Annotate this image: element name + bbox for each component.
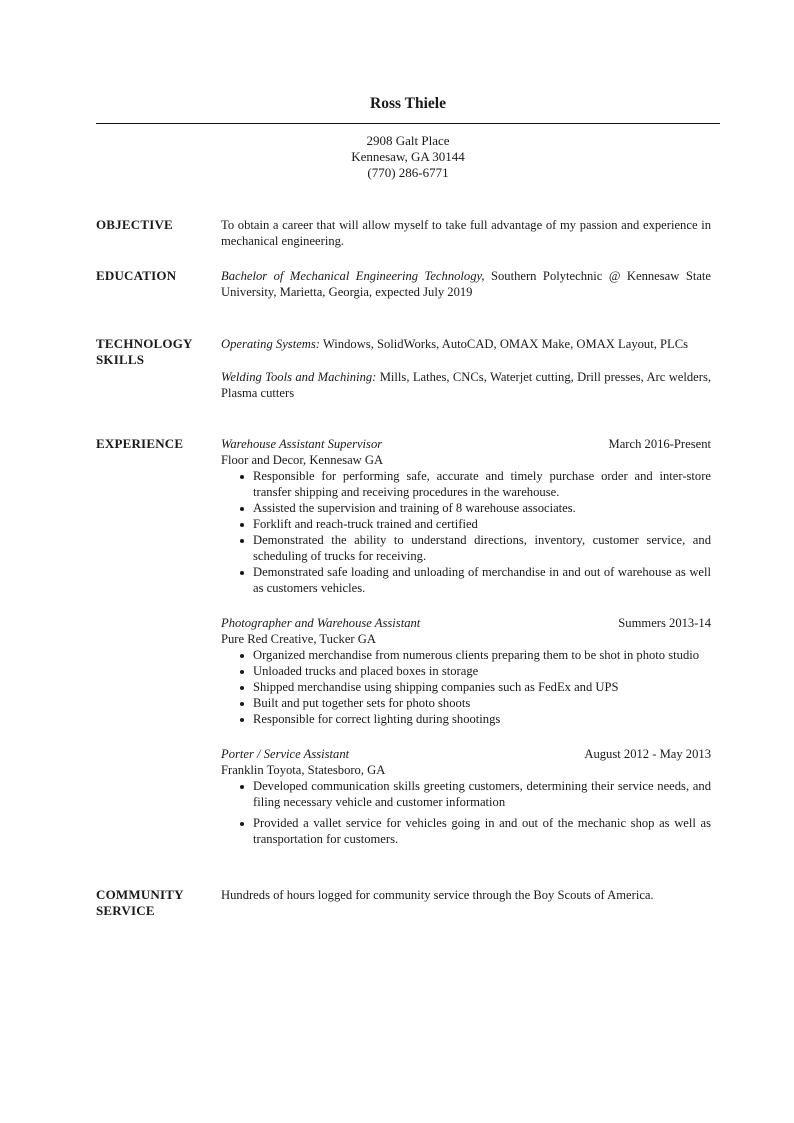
section-label: EDUCATION xyxy=(96,268,177,283)
candidate-name: Ross Thiele xyxy=(370,95,446,112)
section-label xyxy=(96,336,216,368)
section-label: OBJECTIVE xyxy=(96,217,173,232)
job-bullets xyxy=(221,778,711,847)
skill-group-title: Welding Tools and Machining: xyxy=(221,370,377,384)
job-company: Franklin Toyota, Statesboro, GA xyxy=(221,763,386,777)
section-label-line-1: TECHNOLOGY xyxy=(96,336,193,351)
job-bullet: Organized merchandise from numerous clients preparing them to be shot in photo studio xyxy=(253,647,711,663)
address-line-2: Kennesaw, GA 30144 xyxy=(351,149,465,164)
job-title: Porter / Service Assistant xyxy=(221,747,350,761)
job-company: Floor and Decor, Kennesaw GA xyxy=(221,453,384,467)
job-title: Warehouse Assistant Supervisor xyxy=(221,437,383,451)
skill-group-title: Operating Systems: xyxy=(221,337,320,351)
job-bullet: Demonstrated safe loading and unloading of merchandise in and out of warehouse as well as customers vehicles. xyxy=(253,565,711,595)
job-bullets xyxy=(221,647,711,727)
job-entry xyxy=(221,746,711,847)
contact-block xyxy=(96,133,720,181)
job-entry xyxy=(221,615,711,727)
job-bullet: Responsible for performing safe, accurate and timely purchase order and inter-store transfer shipping and receiving procedures in the warehouse. xyxy=(253,469,711,499)
job-title: Photographer and Warehouse Assistant xyxy=(221,616,421,630)
education-entry xyxy=(221,268,711,300)
skill-group-items: Windows, SolidWorks, AutoCAD, OMAX Make, OMAX Layout, PLCs xyxy=(320,337,689,351)
phone-number: (770) 286-6771 xyxy=(367,165,449,180)
skills-body xyxy=(221,336,711,401)
job-bullet: Demonstrated the ability to understand directions, inventory, customer service, and scheduling of trucks for receiving. xyxy=(253,533,711,563)
job-dates: March 2016-Present xyxy=(608,437,711,451)
job-entry xyxy=(221,436,711,596)
job-bullet: Unloaded trucks and placed boxes in storage xyxy=(253,663,711,679)
job-bullets xyxy=(221,468,711,596)
job-bullet: Shipped merchandise using shipping companies such as FedEx and UPS xyxy=(253,679,711,695)
job-dates: Summers 2013-14 xyxy=(618,616,711,630)
section-label-line-2: SERVICE xyxy=(96,903,155,918)
section-label xyxy=(96,887,216,919)
community-text: Hundreds of hours logged for community service through the Boy Scouts of America. xyxy=(221,888,654,902)
job-bullet: Provided a vallet service for vehicles going in and out of the mechanic shop as well as transportation for customers. xyxy=(253,816,711,846)
address-line-1: 2908 Galt Place xyxy=(366,133,450,148)
skill-group-items: Mills, Lathes, CNCs, Waterjet cutting, Drill presses, Arc welders, Plasma cutters xyxy=(221,370,712,400)
job-bullet: Responsible for correct lighting during shootings xyxy=(253,711,711,727)
job-company: Pure Red Creative, Tucker GA xyxy=(221,632,376,646)
objective-text: To obtain a career that will allow myself to take full advantage of my passion and experience in mechanical engineering. xyxy=(221,218,711,248)
education-details: Southern Polytechnic @ Kennesaw State University, Marietta, Georgia, expected July 2019 xyxy=(221,269,711,299)
skill-group xyxy=(221,369,711,401)
section-label: EXPERIENCE xyxy=(96,436,184,451)
experience-body xyxy=(221,436,711,847)
job-bullet: Assisted the supervision and training of 8 warehouse associates. xyxy=(253,500,711,516)
job-bullet: Developed communication skills greeting customers, determining their service needs, and filing necessary vehicle and customer information xyxy=(253,779,711,809)
section-label-line-1: COMMUNITY xyxy=(96,887,184,902)
skill-group xyxy=(221,336,711,352)
header-divider xyxy=(96,123,720,124)
section-label-line-2: SKILLS xyxy=(96,352,145,367)
job-bullet: Forklift and reach-truck trained and certified xyxy=(253,516,711,532)
degree-name: Bachelor of Mechanical Engineering Technology, xyxy=(221,269,485,283)
job-dates: August 2012 - May 2013 xyxy=(584,747,711,761)
job-bullet: Built and put together sets for photo shoots xyxy=(253,695,711,711)
